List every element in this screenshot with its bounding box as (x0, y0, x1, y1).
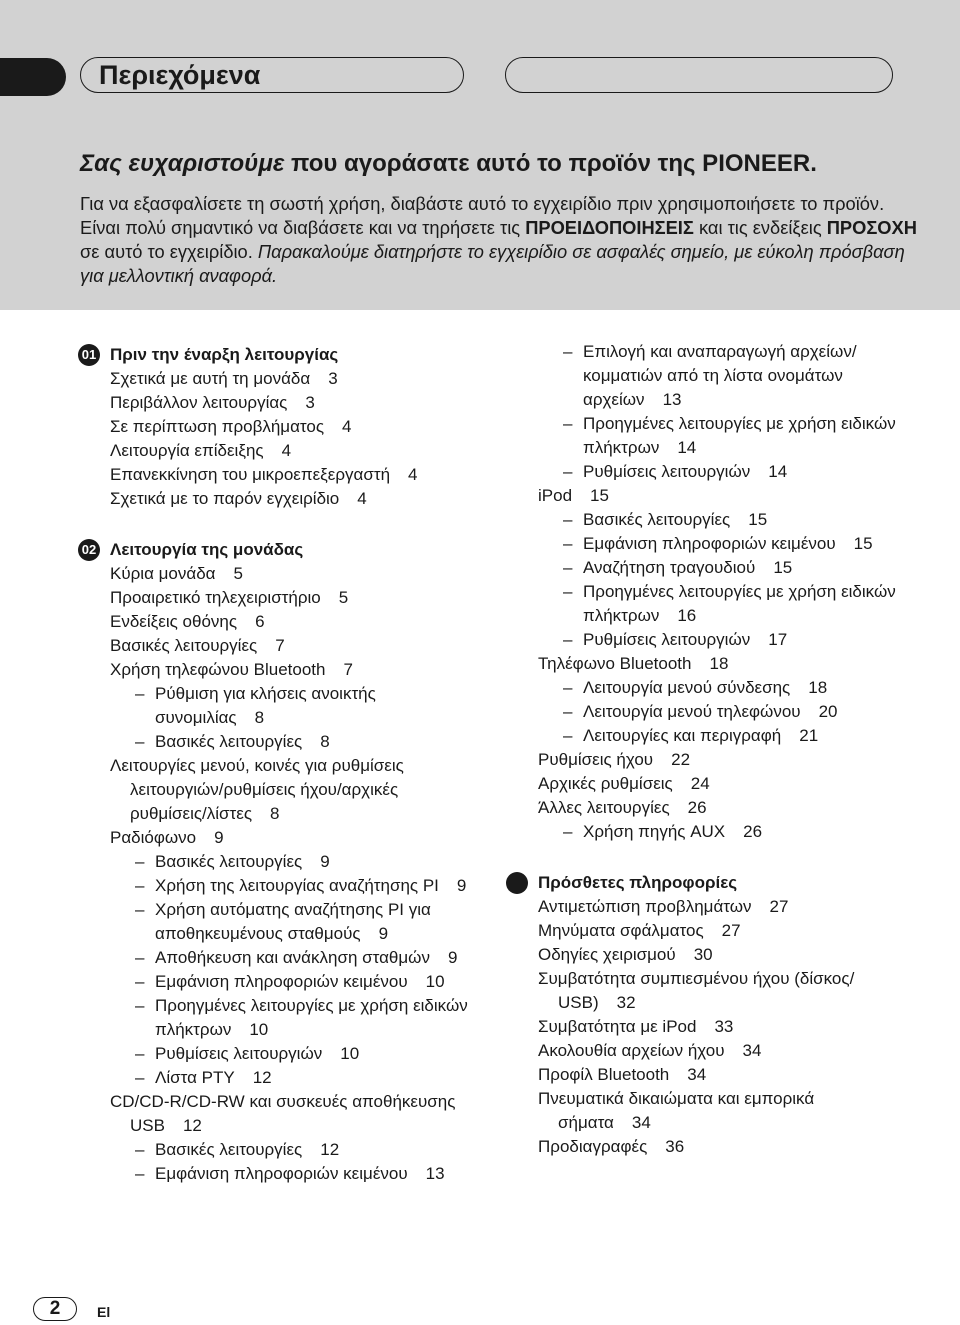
toc-entry (110, 487, 470, 511)
section-number-badge (506, 872, 528, 894)
toc-entry-page: 12 (182, 1116, 202, 1135)
toc-entry (110, 439, 470, 463)
toc-entry-page: 12 (320, 1140, 340, 1159)
toc-entry (538, 652, 898, 676)
toc-entry-page: 24 (690, 774, 710, 793)
toc-entry-page: 14 (677, 438, 697, 457)
toc-entry-title: Σχετικά με αυτή τη μονάδα (110, 369, 311, 388)
toc-entry-title: Σχετικά με το παρόν εγχειρίδιο (110, 489, 340, 508)
toc-entry-page: 14 (768, 462, 788, 481)
toc-entry-page: 9 (214, 828, 224, 847)
intro-text-1: Για να εξασφαλίσετε τη σωστή χρήση, διαβάστε αυτό το εγχειρίδιο πριν χρησιμοποιήσετε το προϊόν. Είναι πολύ σημαντικό να διαβάσετε και να τηρήσετε τις (80, 193, 885, 238)
toc-entry-title: Άλλες λειτουργίες (538, 798, 670, 817)
toc-subentry (538, 628, 898, 652)
toc-entry-page: 13 (662, 390, 682, 409)
toc-entry-title: Προδιαγραφές (538, 1137, 648, 1156)
toc-entry-title: Ραδιόφωνο (110, 828, 197, 847)
toc-entry-page: 8 (254, 708, 265, 727)
toc-entry-page: 21 (799, 726, 819, 745)
toc-right-column (538, 340, 898, 1159)
toc-entry-title: Τηλέφωνο Bluetooth (538, 654, 692, 673)
toc-entry (110, 562, 470, 586)
toc-subentry (110, 682, 470, 730)
toc-entry-page: 27 (769, 897, 789, 916)
toc-entry-page: 36 (665, 1137, 685, 1156)
toc-entry-title: Βασικές λειτουργίες (110, 636, 258, 655)
toc-entry-title: Λειτουργία επίδειξης (110, 441, 264, 460)
toc-subentry (110, 850, 470, 874)
toc-entry-title: Μηνύματα σφάλματος (538, 921, 704, 940)
toc-entry (110, 586, 470, 610)
toc-entry-title: Αντιμετώπιση προβλημάτων (538, 897, 752, 916)
toc-entry-title: Σε περίπτωση προβλήματος (110, 417, 325, 436)
toc-entry-page: 17 (768, 630, 788, 649)
toc-entry-page: 33 (714, 1017, 734, 1036)
toc-entry-title: Ρυθμίσεις λειτουργιών (583, 630, 751, 649)
toc-entry-title: Λειτουργία μενού τηλεφώνου (583, 702, 801, 721)
intro-heading (80, 148, 920, 180)
toc-entry (538, 895, 898, 919)
toc-entry-page: 16 (677, 606, 697, 625)
toc-section-title: Πρόσθετες πληροφορίες (538, 873, 738, 892)
toc-subentry (110, 1162, 470, 1186)
intro-text-3: σε αυτό το εγχειρίδιο. (80, 241, 258, 262)
toc-subentry (110, 1066, 470, 1090)
toc-entry-page: 13 (425, 1164, 445, 1183)
toc-section-heading (81, 538, 470, 562)
toc-entry (538, 772, 898, 796)
toc-entry (110, 658, 470, 682)
toc-entry-title: Εμφάνιση πληροφοριών κειμένου (583, 534, 836, 553)
toc-entry-title: Οδηγίες χειρισμού (538, 945, 676, 964)
toc-entry-page: 34 (687, 1065, 707, 1084)
toc-entry-page: 27 (721, 921, 741, 940)
toc-entry-title: Επανεκκίνηση του μικροεπεξεργαστή (110, 465, 391, 484)
toc-entry-title: Εμφάνιση πληροφοριών κειμένου (155, 972, 408, 991)
toc-entry-page: 34 (631, 1113, 651, 1132)
toc-entry-page: 4 (357, 489, 367, 508)
toc-entry-page: 12 (252, 1068, 272, 1087)
toc-entry-title: Αποθήκευση και ανάκληση σταθμών (155, 948, 430, 967)
toc-subentry (110, 1042, 470, 1066)
toc-entry-page: 3 (305, 393, 315, 412)
toc-section-title: Πριν την έναρξη λειτουργίας (110, 345, 339, 364)
toc-entry (110, 367, 470, 391)
toc-entry-page: 5 (338, 588, 349, 607)
toc-entry (110, 826, 470, 850)
toc-subentry (538, 820, 898, 844)
warning-term: ΠΡΟΕΙΔΟΠΟΙΗΣΕΙΣ (525, 217, 694, 238)
toc-entry-page: 30 (693, 945, 713, 964)
toc-entry-title: Βασικές λειτουργίες (155, 852, 303, 871)
toc-entry (538, 943, 898, 967)
toc-subentry (110, 898, 470, 946)
page-title-pill (80, 57, 464, 93)
toc-entry-title: Λειτουργίες και περιγραφή (583, 726, 782, 745)
toc-subentry (110, 1138, 470, 1162)
toc-entry-title: Πνευματικά δικαιώματα και εμπορικά σήματα (538, 1089, 815, 1132)
toc-entry-page: 10 (340, 1044, 360, 1063)
toc-entry-page: 15 (590, 486, 609, 505)
caution-term: ΠΡΟΣΟΧΗ (826, 217, 917, 238)
toc-entry-title: Προαιρετικό τηλεχειριστήριο (110, 588, 321, 607)
toc-entry (110, 610, 470, 634)
toc-section-heading (538, 871, 898, 895)
toc-entry-title: Περιβάλλον λειτουργίας (110, 393, 288, 412)
toc-subentry (110, 994, 470, 1042)
toc-subentry (538, 724, 898, 748)
toc-entry (538, 1087, 898, 1135)
toc-entry (110, 415, 470, 439)
toc-entry (538, 1015, 898, 1039)
toc-entry-title: Λειτουργία μενού σύνδεσης (583, 678, 791, 697)
toc-entry (538, 1135, 898, 1159)
toc-entry-page: 15 (773, 558, 793, 577)
toc-entry (538, 1063, 898, 1087)
toc-entry-page: 15 (748, 510, 768, 529)
intro-heading-italic: Σας ευχαριστούμε (80, 150, 285, 177)
toc-entry-title: Ακολουθία αρχείων ήχου (538, 1041, 725, 1060)
toc-subentry (538, 556, 898, 580)
toc-entry-page: 18 (709, 654, 729, 673)
toc-entry-page: 26 (687, 798, 707, 817)
toc-entry (110, 391, 470, 415)
toc-subentry (538, 700, 898, 724)
toc-entry-page: 9 (320, 852, 330, 871)
toc-entry-title: Ρυθμίσεις ήχου (538, 750, 654, 769)
toc-entry-title: Εμφάνιση πληροφοριών κειμένου (155, 1164, 408, 1183)
toc-entry-title: Κύρια μονάδα (110, 564, 216, 583)
toc-entry-title: Χρήση της λειτουργίας αναζήτησης PI (155, 876, 439, 895)
toc-entry-page: 26 (743, 822, 763, 841)
toc-entry-title: iPod (538, 486, 573, 505)
toc-entry-page: 7 (343, 660, 353, 679)
intro-text-2: και τις ενδείξεις (693, 217, 827, 238)
intro-text-4: Παρακαλούμε διατηρήστε το εγχειρίδιο σε ασφαλές σημείο, με εύκολη πρόσβαση για μελλοντική αναφορά. (80, 241, 905, 286)
toc-section-title: Λειτουργία της μονάδας (110, 540, 304, 559)
toc-entry-page: 20 (818, 702, 838, 721)
toc-entry-title: Βασικές λειτουργίες (155, 1140, 303, 1159)
toc-entry (110, 754, 470, 826)
toc-entry-title: Συμβατότητα με iPod (538, 1017, 697, 1036)
toc-entry-title: CD/CD-R/CD-RW και συσκευές αποθήκευσης USB (110, 1092, 456, 1135)
toc-entry-page: 4 (408, 465, 418, 484)
toc-left-column (81, 340, 470, 1186)
toc-entry-title: Αρχικές ρυθμίσεις (538, 774, 673, 793)
toc-entry-title: Ενδείξεις οθόνης (110, 612, 238, 631)
toc-entry-page: 22 (671, 750, 691, 769)
section-tab-marker (0, 58, 66, 96)
toc-subentry (538, 580, 898, 628)
intro-paragraph (80, 192, 920, 288)
toc-entry-page: 32 (616, 993, 636, 1012)
toc-entry (538, 484, 898, 508)
toc-entry-title: Προφίλ Bluetooth (538, 1065, 670, 1084)
toc-entry-page: 34 (742, 1041, 762, 1060)
toc-entry-title: Λειτουργίες μενού, κοινές για ρυθμίσεις λειτουργιών/ρυθμίσεις ήχου/αρχικές ρυθμίσεις/λίστες (110, 756, 404, 823)
language-code: El (97, 1304, 111, 1320)
toc-entry (538, 748, 898, 772)
toc-entry (538, 1039, 898, 1063)
header-right-pill (505, 57, 893, 93)
toc-entry-title: Ρυθμίσεις λειτουργιών (583, 462, 751, 481)
toc-subentry (110, 970, 470, 994)
toc-entry-page: 6 (255, 612, 265, 631)
toc-entry-page: 10 (249, 1020, 269, 1039)
toc-entry-title: Επιλογή και αναπαραγωγή αρχείων/κομματιών από τη λίστα ονομάτων αρχείων (583, 342, 857, 409)
toc-entry (538, 967, 898, 1015)
toc-entry-page: 9 (447, 948, 458, 967)
section-number-badge: 01 (78, 344, 100, 366)
toc-subentry (538, 460, 898, 484)
toc-subentry (538, 532, 898, 556)
toc-subentry (110, 730, 470, 754)
toc-entry-page: 18 (808, 678, 828, 697)
toc-entry-title: Αναζήτηση τραγουδιού (583, 558, 756, 577)
intro-heading-rest: που αγοράσατε αυτό το προϊόν της PIONEER. (284, 150, 817, 177)
toc-entry (538, 919, 898, 943)
toc-entry-page: 7 (275, 636, 285, 655)
toc-entry-title: Συμβατότητα συμπιεσμένου ήχου (δίσκος/ USB) (538, 969, 855, 1012)
toc-entry-title: Προηγμένες λειτουργίες με χρήση ειδικών πλήκτρων (155, 996, 468, 1039)
toc-entry-title: Χρήση αυτόματης αναζήτησης PI για αποθηκευμένους σταθμούς (155, 900, 431, 943)
toc-entry-page: 15 (853, 534, 873, 553)
page-title: Περιεχόμενα (99, 60, 261, 90)
page-number: 2 (33, 1297, 77, 1321)
toc-entry-title: Βασικές λειτουργίες (583, 510, 731, 529)
toc-entry-title: Προηγμένες λειτουργίες με χρήση ειδικών πλήκτρων (583, 414, 896, 457)
section-number-badge: 02 (78, 539, 100, 561)
toc-entry-page: 4 (342, 417, 352, 436)
toc-entry-page: 8 (320, 732, 330, 751)
toc-entry-title: Χρήση πηγής AUX (583, 822, 726, 841)
toc-entry-title: Ρυθμίσεις λειτουργιών (155, 1044, 323, 1063)
toc-entry-page: 3 (328, 369, 338, 388)
toc-subentry (538, 676, 898, 700)
toc-subentry (538, 508, 898, 532)
toc-subentry (110, 874, 470, 898)
toc-entry (110, 634, 470, 658)
toc-entry-title: Χρήση τηλεφώνου Bluetooth (110, 660, 326, 679)
toc-subentry (538, 412, 898, 460)
toc-entry-page: 10 (425, 972, 445, 991)
toc-entry-page: 5 (233, 564, 243, 583)
toc-entry-title: Ρύθμιση για κλήσεις ανοικτής συνομιλίας (155, 684, 376, 727)
toc-subentry (110, 946, 470, 970)
toc-entry (110, 1090, 470, 1138)
toc-entry (538, 796, 898, 820)
toc-entry-title: Προηγμένες λειτουργίες με χρήση ειδικών πλήκτρων (583, 582, 896, 625)
toc-entry (110, 463, 470, 487)
toc-subentry (538, 340, 898, 412)
toc-entry-page: 4 (281, 441, 292, 460)
toc-entry-title: Λίστα PTY (155, 1068, 235, 1087)
toc-entry-title: Βασικές λειτουργίες (155, 732, 303, 751)
toc-section-heading (81, 343, 470, 367)
toc-entry-page: 9 (456, 876, 467, 895)
toc-entry-page: 8 (270, 804, 280, 823)
toc-entry-page: 9 (378, 924, 389, 943)
